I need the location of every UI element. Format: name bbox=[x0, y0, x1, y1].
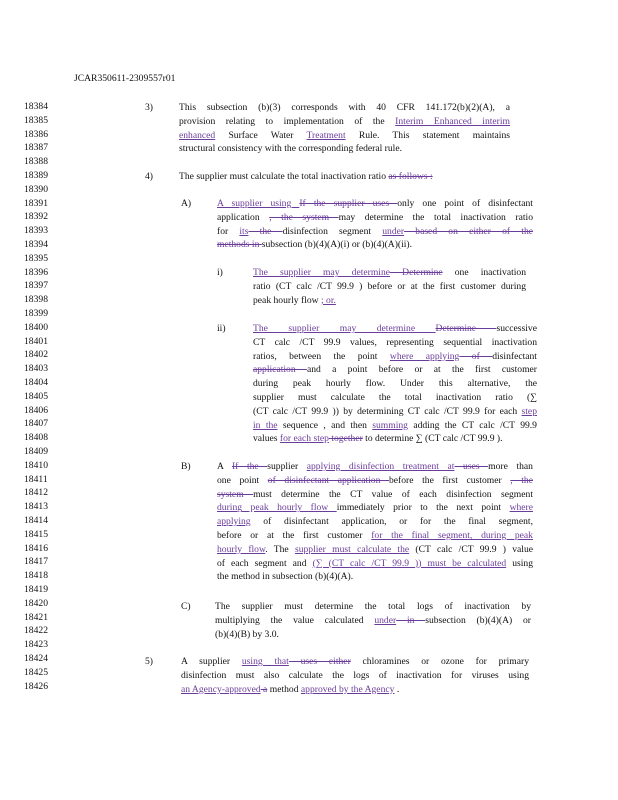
line-number: 18422 bbox=[24, 625, 48, 637]
line-number: 18423 bbox=[24, 639, 48, 651]
marker-5: 5) bbox=[145, 656, 153, 667]
line-number: 18388 bbox=[24, 156, 48, 168]
p3-line-2: provision relating to implementation of the Interim Enhanced interim bbox=[179, 115, 510, 127]
marker-4: 4) bbox=[145, 171, 153, 182]
line-number: 18387 bbox=[24, 142, 48, 154]
paragraph-3 bbox=[179, 101, 510, 156]
line-number: 18385 bbox=[24, 114, 48, 126]
marker-3: 3) bbox=[145, 102, 153, 113]
line-number: 18414 bbox=[24, 515, 48, 526]
line-number: 18419 bbox=[24, 584, 48, 595]
line-number: 18416 bbox=[24, 542, 48, 554]
line-number: 18396 bbox=[24, 266, 48, 278]
subsection-a: A supplier using If the supplier uses only one point of disinfectant application , the system may determine the total inactivation ratio for its the disinfection segment under based on either of the methods in subsection (b)(4)(A)(i) or (b)(4)(A)(ii). bbox=[217, 198, 534, 251]
line-number: 18403 bbox=[24, 363, 48, 375]
line-number: 18386 bbox=[24, 128, 48, 140]
line-number: 18400 bbox=[24, 321, 48, 333]
line-number: 18397 bbox=[24, 280, 48, 292]
marker-ii: ii) bbox=[217, 323, 226, 334]
marker-a: A) bbox=[181, 198, 192, 209]
line-number: 18402 bbox=[24, 349, 48, 361]
line-number: 18421 bbox=[24, 611, 48, 623]
line-number: 18410 bbox=[24, 459, 48, 471]
marker-b: B) bbox=[181, 461, 191, 472]
line-number: 18417 bbox=[24, 556, 48, 568]
line-number: 18407 bbox=[24, 418, 48, 430]
line-number: 18424 bbox=[24, 653, 48, 664]
line-number: 18394 bbox=[24, 239, 48, 250]
line-number: 18425 bbox=[24, 666, 48, 678]
line-number: 18406 bbox=[24, 404, 48, 416]
line-number: 18392 bbox=[24, 211, 48, 223]
line-number: 18393 bbox=[24, 225, 48, 237]
line-number: 18395 bbox=[24, 252, 48, 264]
line-number: 18398 bbox=[24, 294, 48, 306]
p3-line-4: structural consistency with the corresponding federal rule. bbox=[179, 143, 402, 155]
line-number: 18401 bbox=[24, 335, 48, 347]
line-number: 18420 bbox=[24, 597, 48, 609]
subsection-c: The supplier must determine the total logs of inactivation by multiplying the value calculated under in subsection (b)(4)(A) or (b)(4)(B) by 3.0. bbox=[215, 601, 532, 640]
line-number: 18389 bbox=[24, 170, 48, 181]
subsection-b: A If the supplier applying disinfection treatment at uses more than one point of disinfectant application before the first customer , the system must determine the CT value of each disinfection segment during peak hourly flow immediately prior to the next point where applying of disinfectant application, or for the final segment, before or at the first customer for the final segment, during peak hourly flow. The supplier must calculate the (CT calc /CT 99.9 ) value of each segment and (∑ (CT calc /CT 99.9 )) must be calculated using the method in subsection (b)(4)(A). bbox=[217, 461, 534, 583]
line-number: 18390 bbox=[24, 183, 48, 195]
line-number: 18409 bbox=[24, 446, 48, 457]
line-number: 18404 bbox=[24, 377, 48, 388]
p4-line-1: The supplier must calculate the total inactivation ratio as follows : bbox=[179, 171, 433, 182]
line-number: 18418 bbox=[24, 570, 48, 582]
line-number: 18411 bbox=[24, 473, 48, 485]
marker-i: i) bbox=[217, 267, 223, 278]
document-id: JCAR350611-2309557r01 bbox=[74, 73, 176, 84]
line-number: 18413 bbox=[24, 501, 48, 513]
subsection-ii: The supplier may determine Determine successive CT calc /CT 99.9 values, representing sequential inactivation ratios, between the point where applying of disinfectant application and a point before or at the first customer during peak hourly flow. Under this alternative, the supplier must calculate the total inactivation ratio (∑ (CT calc /CT 99.9 )) by determining CT calc /CT 99.9 for each step in the sequence , and then summing adding the CT calc /CT 99.9 values for each step together to determine ∑ (CT calc /CT 99.9 ). bbox=[253, 323, 537, 445]
line-number: 18405 bbox=[24, 390, 48, 402]
line-number: 18391 bbox=[24, 197, 48, 209]
line-number: 18399 bbox=[24, 308, 48, 319]
line-number: 18415 bbox=[24, 528, 48, 540]
line-number: 18384 bbox=[24, 101, 48, 112]
subsection-i: The supplier may determine Determine one inactivation ratio (CT calc /CT 99.9 ) before or at the first customer during peak hourly flow ; or. bbox=[253, 267, 526, 306]
marker-c: C) bbox=[181, 601, 191, 612]
line-number: 18412 bbox=[24, 487, 48, 499]
paragraph-4 bbox=[179, 170, 499, 184]
p3-line-3: enhanced Surface Water Treatment Rule. This statement maintains bbox=[179, 129, 510, 141]
p3-line-1: This subsection (b)(3) corresponds with 40 CFR 141.172(b)(2)(A), a bbox=[179, 102, 510, 113]
line-number: 18426 bbox=[24, 680, 48, 692]
paragraph-5: A supplier using that uses either chloramines or ozone for primary disinfection must also calculate the logs of inactivation for viruses using an Agency-approved a method approved by the Agency . bbox=[181, 656, 529, 695]
line-number: 18408 bbox=[24, 432, 48, 444]
